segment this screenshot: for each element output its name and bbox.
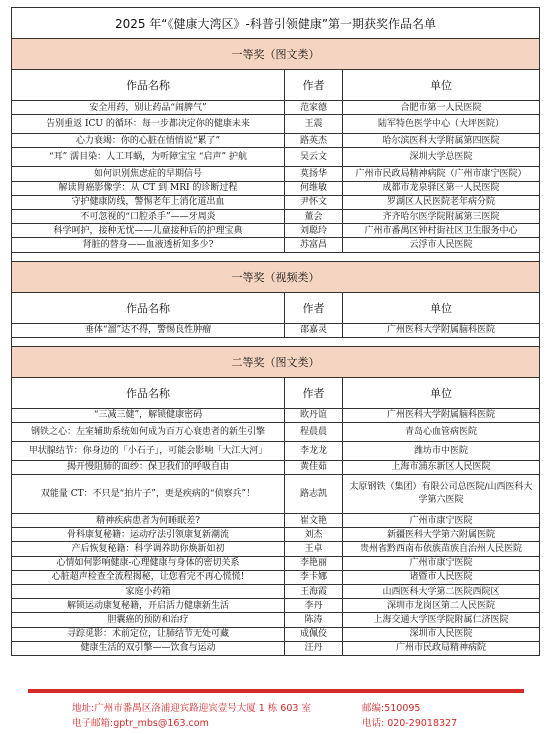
author-name: 何维敏 — [285, 181, 343, 195]
unit-name: 罗湖区人民医院老年病分院 — [343, 195, 540, 209]
table-row — [12, 167, 540, 181]
title-row — [12, 8, 540, 39]
author-name: 苏富昌 — [285, 238, 343, 252]
work-title: 安全用药，别让药品“闹脾气” — [12, 101, 285, 115]
footer-divider — [28, 689, 524, 693]
column-header-row — [12, 70, 540, 101]
author-name: 范家德 — [285, 101, 343, 115]
author-name: 李卡娜 — [285, 570, 343, 584]
unit-name: 潍坊市中医院 — [343, 441, 540, 460]
table-row — [12, 528, 540, 542]
author-name: 莫扬华 — [285, 167, 343, 181]
unit-name: 诸暨市人民医院 — [343, 570, 540, 584]
author-name: 尹怀文 — [285, 195, 343, 209]
author-name: 成佩佼 — [285, 627, 343, 641]
footer-phone[interactable]: 电话: 020-29018327 — [362, 718, 458, 729]
work-title: 告别重返 ICU 的循环：每一步都决定你的健康未来 — [12, 115, 285, 134]
table-row — [12, 556, 540, 570]
work-title: “三减三健”，解锁健康密码 — [12, 408, 285, 422]
column-header-row — [12, 292, 540, 323]
footer-email[interactable]: 电子邮箱:gptr_mbs@163.com — [72, 718, 209, 729]
unit-name: 广州医科大学附属脑科医院 — [343, 408, 540, 422]
unit-name: 合肥市第一人民医院 — [343, 101, 540, 115]
unit-name: 广州市康宁医院 — [343, 556, 540, 570]
author-name: 李艳丽 — [285, 556, 343, 570]
author-name: 路志凯 — [285, 475, 343, 514]
unit-name: 贵州省黔西南布依族苗族自治州人民医院 — [343, 542, 540, 556]
work-title: 胆囊癌的预防和治疗 — [12, 613, 285, 627]
header-author: 作者 — [285, 292, 343, 323]
table-row — [12, 613, 540, 627]
table-row — [12, 181, 540, 195]
header-unit: 单位 — [343, 377, 540, 408]
author-name: 刘杰 — [285, 528, 343, 542]
unit-name: 深圳大学总医院 — [343, 148, 540, 167]
unit-name: 广州医科大学附属脑科医院 — [343, 323, 540, 337]
author-name: 黄佳茹 — [285, 460, 343, 474]
work-title: 科学呵护，接种无忧——儿童接种后的护理宝典 — [12, 224, 285, 238]
unit-name: 深圳市人民医院 — [343, 627, 540, 641]
table-row — [12, 224, 540, 238]
footer-address: 地址:广州市番禺区洛浦迎宾路迎宾壹号大厦 1 栋 603 室 — [72, 703, 311, 714]
work-title: 产后恢复秘籍：科学调养助你焕新如初 — [12, 542, 285, 556]
section-header — [12, 39, 540, 70]
unit-name: 上海市浦东新区人民医院 — [343, 460, 540, 474]
section-spacer — [12, 337, 540, 346]
page-title: 2025 年“《健康大湾区》-科普引领健康”第一期获奖作品名单 — [12, 8, 540, 39]
section-title: 一等奖（视频类） — [12, 261, 540, 292]
work-title: 解读胃癌影像学：从 CT 到 MRI 的诊断过程 — [12, 181, 285, 195]
table-row — [12, 441, 540, 460]
unit-name: 广州市康宁医院 — [343, 514, 540, 528]
table-row — [12, 627, 540, 641]
work-title: 心情如何影响健康-心理健康与身体的密切关系 — [12, 556, 285, 570]
table-row — [12, 101, 540, 115]
author-name: 陈涛 — [285, 613, 343, 627]
author-name: 欧丹谊 — [285, 408, 343, 422]
author-name: 王震 — [285, 115, 343, 134]
table-row — [12, 514, 540, 528]
work-title: 甲状腺结节：你身边的「小石子」，可能会影响「大江大河」 — [12, 441, 285, 460]
work-title: 垂体“溜”达不得，警惕良性肿瘤 — [12, 323, 285, 337]
table-row — [12, 148, 540, 167]
author-name: 王卓 — [285, 542, 343, 556]
header-author: 作者 — [285, 70, 343, 101]
author-name: 吴云文 — [285, 148, 343, 167]
table-row — [12, 115, 540, 134]
work-title: 肾脏的替身——血液透析知多少? — [12, 238, 285, 252]
author-name: 李丹 — [285, 599, 343, 613]
work-title: 守护健康防线，警惕老年上消化道出血 — [12, 195, 285, 209]
unit-name: 广州市番禺区钟村街社区卫生服务中心 — [343, 224, 540, 238]
work-title: “耳” 濡目染：人工耳蜗，为听障宝宝 “启声” 护航 — [12, 148, 285, 167]
header-work: 作品名称 — [12, 292, 285, 323]
table-row — [12, 585, 540, 599]
work-title: 钢铁之心：左室辅助系统如何成为百万心衰患者的新生引擎 — [12, 422, 285, 441]
unit-name: 成都市龙泉驿区第一人民医院 — [343, 181, 540, 195]
header-work: 作品名称 — [12, 377, 285, 408]
section-header — [12, 346, 540, 377]
work-title: 家庭小药箱 — [12, 585, 285, 599]
footer-line-1 — [72, 700, 522, 714]
table-row — [12, 209, 540, 223]
spacer-cell — [12, 252, 540, 261]
unit-name: 山西医科大学第二医院西院区 — [343, 585, 540, 599]
author-name: 王海霞 — [285, 585, 343, 599]
author-name: 汪丹 — [285, 641, 343, 655]
work-title: 健康生活的双引擎——饮食与运动 — [12, 641, 285, 655]
work-title: 心脏超声检查全流程揭秘，让您看完不再心慌慌! — [12, 570, 285, 584]
unit-name: 太原钢铁（集团）有限公司总医院/山西医科大学第六医院 — [343, 475, 540, 514]
table-row — [12, 408, 540, 422]
unit-name: 云浮市人民医院 — [343, 238, 540, 252]
table-row — [12, 134, 540, 148]
section-title: 一等奖（图文类） — [12, 39, 540, 70]
header-author: 作者 — [285, 377, 343, 408]
unit-name: 陆军特色医学中心（大坪医院） — [343, 115, 540, 134]
column-header-row — [12, 377, 540, 408]
work-title: 寻踪觅影：术前定位，让肺结节无处可藏 — [12, 627, 285, 641]
author-name: 刘聪玲 — [285, 224, 343, 238]
award-table — [11, 7, 540, 656]
footer-line-2 — [72, 715, 522, 729]
author-name: 邵嘉灵 — [285, 323, 343, 337]
unit-name: 广州市民政局精神病院（广州市康宁医院） — [343, 167, 540, 181]
work-title: 揭开慢阻肺的面纱：保卫我们的呼吸自由 — [12, 460, 285, 474]
table-row — [12, 475, 540, 514]
table-row — [12, 460, 540, 474]
header-work: 作品名称 — [12, 70, 285, 101]
award-list-sheet — [11, 7, 539, 656]
author-name: 路英杰 — [285, 134, 343, 148]
section-header — [12, 261, 540, 292]
unit-name: 齐齐哈尔医学院附属第三医院 — [343, 209, 540, 223]
work-title: 心力衰竭：你的心脏在悄悄说“累了” — [12, 134, 285, 148]
unit-name: 广州市民政局精神病院 — [343, 641, 540, 655]
section-spacer — [12, 252, 540, 261]
table-row — [12, 195, 540, 209]
work-title: 精神疾病患者为何睡眠差? — [12, 514, 285, 528]
table-row — [12, 542, 540, 556]
table-row — [12, 599, 540, 613]
unit-name: 新疆医科大学第六附属医院 — [343, 528, 540, 542]
work-title: 不可忽视的“口腔杀手”——牙周炎 — [12, 209, 285, 223]
table-row — [12, 570, 540, 584]
table-row — [12, 641, 540, 655]
unit-name: 上海交通大学医学院附属仁济医院 — [343, 613, 540, 627]
unit-name: 哈尔滨医科大学附属第四医院 — [343, 134, 540, 148]
table-row — [12, 238, 540, 252]
work-title: 如何识别焦虑症的早期信号 — [12, 167, 285, 181]
table-row — [12, 323, 540, 337]
work-title: 双能量 CT：不只是“拍片子”，更是疾病的“侦察兵”！ — [12, 475, 285, 514]
footer-postcode: 邮编:510095 — [362, 703, 421, 714]
author-name: 李龙龙 — [285, 441, 343, 460]
author-name: 崔文艳 — [285, 514, 343, 528]
unit-name: 深圳市龙岗区第二人民医院 — [343, 599, 540, 613]
author-name: 程晨晨 — [285, 422, 343, 441]
work-title: 骨科康复秘籍：运动疗法引领康复新潮流 — [12, 528, 285, 542]
author-name: 董会 — [285, 209, 343, 223]
spacer-cell — [12, 337, 540, 346]
work-title: 解锁运动康复秘籍，开启活力健康新生活 — [12, 599, 285, 613]
unit-name: 青岛心血管病医院 — [343, 422, 540, 441]
header-unit: 单位 — [343, 292, 540, 323]
table-row — [12, 422, 540, 441]
header-unit: 单位 — [343, 70, 540, 101]
section-title: 二等奖（图文类） — [12, 346, 540, 377]
